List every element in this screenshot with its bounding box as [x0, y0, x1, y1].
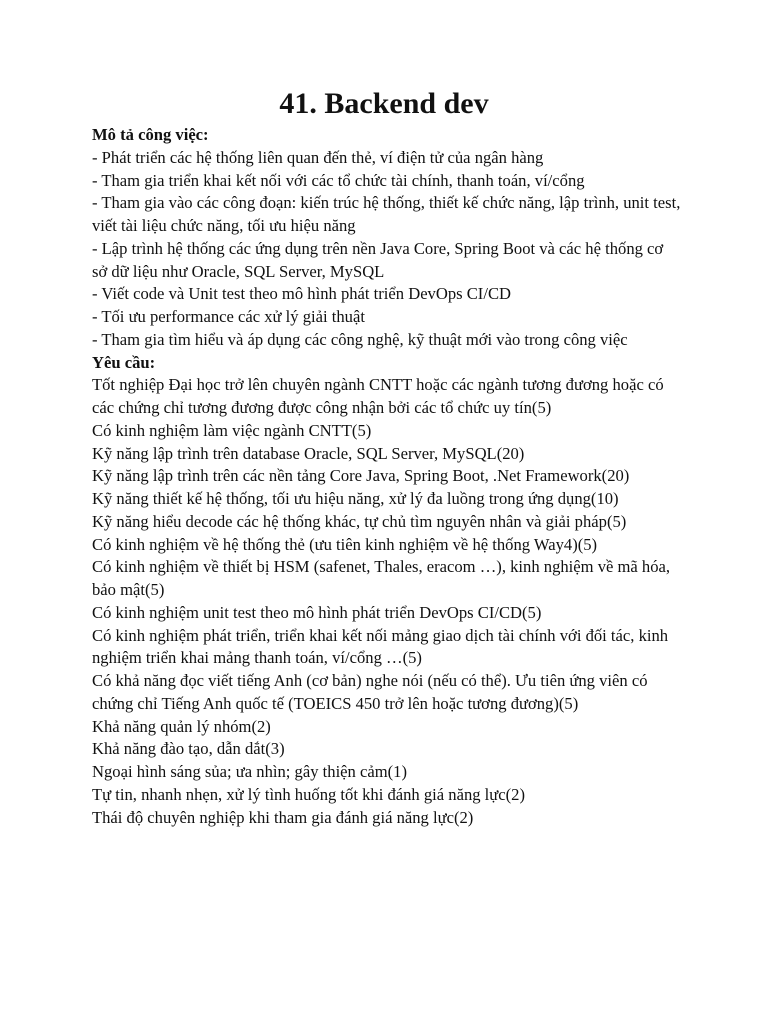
requirement-line: Có kinh nghiệm unit test theo mô hình phát triển DevOps CI/CD(5) — [92, 602, 542, 622]
section-heading-description: Mô tả công việc: — [92, 125, 209, 144]
description-line: - Phát triển các hệ thống liên quan đến thẻ, ví điện tử của ngân hàng — [92, 147, 544, 167]
requirement-line: Kỹ năng lập trình trên database Oracle, SQL Server, MySQL(20) — [92, 443, 525, 463]
requirement-line: Có kinh nghiệm về thiết bị HSM (safenet, Thales, eracom …), kinh nghiệm về mã hóa, bảo mật(5) — [92, 557, 671, 599]
requirement-line: Có kinh nghiệm về hệ thống thẻ (ưu tiên kinh nghiệm về hệ thống Way4)(5) — [92, 534, 598, 554]
requirement-line: Kỹ năng hiểu decode các hệ thống khác, tự chủ tìm nguyên nhân và giải pháp(5) — [92, 511, 627, 531]
page-title: 41. Backend dev — [279, 87, 489, 120]
description-line: - Tối ưu performance các xử lý giải thuật — [92, 307, 365, 326]
requirement-line: Có kinh nghiệm làm việc ngành CNTT(5) — [92, 420, 372, 440]
document-body — [92, 124, 682, 829]
description-line: - Tham gia tìm hiểu và áp dụng các công nghệ, kỹ thuật mới vào trong công việc — [92, 329, 628, 349]
requirement-line: Tự tin, nhanh nhẹn, xử lý tình huống tốt khi đánh giá năng lực(2) — [92, 784, 526, 804]
section-heading-requirements: Yêu cầu: — [92, 352, 156, 372]
description-line: - Lập trình hệ thống các ứng dụng trên nền Java Core, Spring Boot và các hệ thống cơ sở dữ liệu như Oracle, SQL Server, MySQL — [92, 238, 664, 281]
requirement-line: Thái độ chuyên nghiệp khi tham gia đánh giá năng lực(2) — [92, 807, 474, 827]
requirement-line: Khả năng đào tạo, dẫn dắt(3) — [92, 739, 285, 759]
description-line: - Tham gia triển khai kết nối với các tổ chức tài chính, thanh toán, ví/cổng — [92, 170, 585, 190]
requirement-line: Có khả năng đọc viết tiếng Anh (cơ bản) nghe nói (nếu có thể). Ưu tiên ứng viên có chứng chỉ Tiếng Anh quốc tế (TOEICS 450 trở lên hoặc tương đương)(5) — [92, 671, 648, 713]
requirement-line: Kỹ năng lập trình trên các nền tảng Core Java, Spring Boot, .Net Framework(20) — [92, 466, 630, 486]
requirement-line: Ngoại hình sáng sủa; ưa nhìn; gây thiện cảm(1) — [92, 762, 407, 781]
requirement-line: Khả năng quản lý nhóm(2) — [92, 716, 271, 736]
description-line: - Tham gia vào các công đoạn: kiến trúc hệ thống, thiết kế chức năng, lập trình, unit test, viết tài liệu chức năng, tối ưu hiệu năng — [92, 193, 681, 235]
description-line: - Viết code và Unit test theo mô hình phát triển DevOps CI/CD — [92, 284, 511, 304]
requirement-line: Có kinh nghiệm phát triển, triển khai kết nối mảng giao dịch tài chính với đối tác, kinh nghiệm triển khai mảng thanh toán, ví/cổng …(5) — [92, 625, 669, 668]
requirement-line: Tốt nghiệp Đại học trở lên chuyên ngành CNTT hoặc các ngành tương đương hoặc có các chứng chỉ tương đương được công nhận bởi các tổ chức uy tín(5) — [92, 375, 664, 417]
requirement-line: Kỹ năng thiết kế hệ thống, tối ưu hiệu năng, xử lý đa luồng trong ứng dụng(10) — [92, 489, 619, 508]
